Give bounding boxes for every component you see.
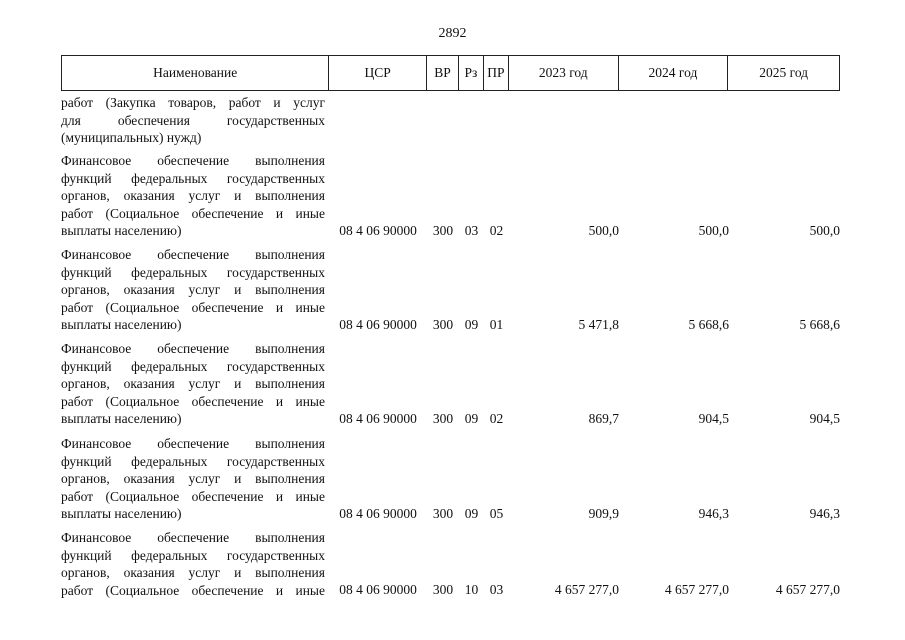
- description-line: выплаты населению): [61, 411, 182, 426]
- cell-pr: 03: [489, 582, 504, 597]
- cell-vr: 300: [432, 317, 454, 332]
- row-description: [61, 529, 325, 599]
- description-line: Финансовое обеспечение выполнения: [61, 436, 325, 451]
- cell-2025: 5 668,6: [799, 317, 840, 332]
- cell-2023: 4 657 277,0: [554, 582, 619, 597]
- description-line: для обеспечения государственных: [61, 112, 325, 128]
- description-line: органов, оказания услуг и выполнения: [61, 376, 325, 391]
- cell-2024: 904,5: [698, 411, 729, 426]
- header-rz: Рз: [459, 56, 484, 90]
- cell-2025: 4 657 277,0: [775, 582, 840, 597]
- description-line: (муниципальных) нужд): [61, 130, 202, 145]
- cell-pr: 01: [489, 317, 504, 332]
- description-line: Финансовое обеспечение выполнения: [61, 153, 325, 168]
- description-line: работ (Социальное обеспечение и иные: [61, 582, 325, 598]
- cell-2024: 5 668,6: [688, 317, 729, 332]
- cell-2025: 946,3: [809, 506, 840, 521]
- description-line: выплаты населению): [61, 317, 182, 332]
- cell-csr: 08 4 06 90000: [339, 411, 417, 426]
- cell-vr: 300: [432, 411, 454, 426]
- cell-2023: 909,9: [588, 506, 619, 521]
- cell-2023: 5 471,8: [578, 317, 619, 332]
- header-csr: ЦСР: [329, 56, 427, 90]
- cell-2024: 500,0: [698, 223, 729, 238]
- header-2024: 2024 год: [619, 56, 729, 90]
- description-line: выплаты населению): [61, 506, 182, 521]
- cell-rz: 09: [464, 411, 479, 426]
- cell-2023: 869,7: [588, 411, 619, 426]
- cell-2023: 500,0: [588, 223, 619, 238]
- description-line: работ (Закупка товаров, работ и услуг: [61, 95, 325, 110]
- cell-2025: 904,5: [809, 411, 840, 426]
- description-line: органов, оказания услуг и выполнения: [61, 565, 325, 580]
- cell-2025: 500,0: [809, 223, 840, 238]
- description-line: органов, оказания услуг и выполнения: [61, 282, 325, 297]
- cell-csr: 08 4 06 90000: [339, 506, 417, 521]
- cell-csr: 08 4 06 90000: [339, 317, 417, 332]
- row-description: [61, 435, 325, 523]
- header-2025: 2025 год: [759, 65, 809, 80]
- description-line: работ (Социальное обеспечение и иные: [61, 488, 325, 504]
- description-line: органов, оказания услуг и выполнения: [61, 471, 325, 486]
- description-line: Финансовое обеспечение выполнения: [61, 530, 325, 545]
- header-pr: ПР: [484, 56, 509, 90]
- description-line: Финансовое обеспечение выполнения: [61, 341, 325, 356]
- description-line: выплаты населению): [61, 223, 182, 238]
- description-line: органов, оказания услуг и выполнения: [61, 188, 325, 203]
- cell-rz: 10: [464, 582, 479, 597]
- cell-2024: 946,3: [698, 506, 729, 521]
- description-line: работ (Социальное обеспечение и иные: [61, 299, 325, 315]
- row-description: [61, 94, 325, 147]
- description-line: функций федеральных государственных: [61, 547, 325, 563]
- description-line: работ (Социальное обеспечение и иные: [61, 205, 325, 221]
- header-vr: ВР: [427, 56, 459, 90]
- cell-rz: 09: [464, 506, 479, 521]
- header-name: Наименование: [62, 56, 329, 90]
- header-2023: 2023 год: [509, 56, 619, 90]
- description-line: функций федеральных государственных: [61, 358, 325, 374]
- cell-pr: 05: [489, 506, 504, 521]
- cell-pr: 02: [489, 223, 504, 238]
- cell-vr: 300: [432, 506, 454, 521]
- row-description: [61, 246, 325, 334]
- cell-vr: 300: [432, 582, 454, 597]
- cell-2024: 4 657 277,0: [664, 582, 729, 597]
- description-line: функций федеральных государственных: [61, 170, 325, 186]
- row-description: [61, 340, 325, 428]
- page-number: 2892: [438, 26, 467, 41]
- description-line: функций федеральных государственных: [61, 453, 325, 469]
- row-description: [61, 152, 325, 240]
- cell-csr: 08 4 06 90000: [339, 223, 417, 238]
- description-line: работ (Социальное обеспечение и иные: [61, 393, 325, 409]
- cell-rz: 09: [464, 317, 479, 332]
- cell-csr: 08 4 06 90000: [339, 582, 417, 597]
- cell-vr: 300: [432, 223, 454, 238]
- description-line: функций федеральных государственных: [61, 264, 325, 280]
- cell-pr: 02: [489, 411, 504, 426]
- description-line: Финансовое обеспечение выполнения: [61, 247, 325, 262]
- table-header: [61, 55, 840, 91]
- cell-rz: 03: [464, 223, 479, 238]
